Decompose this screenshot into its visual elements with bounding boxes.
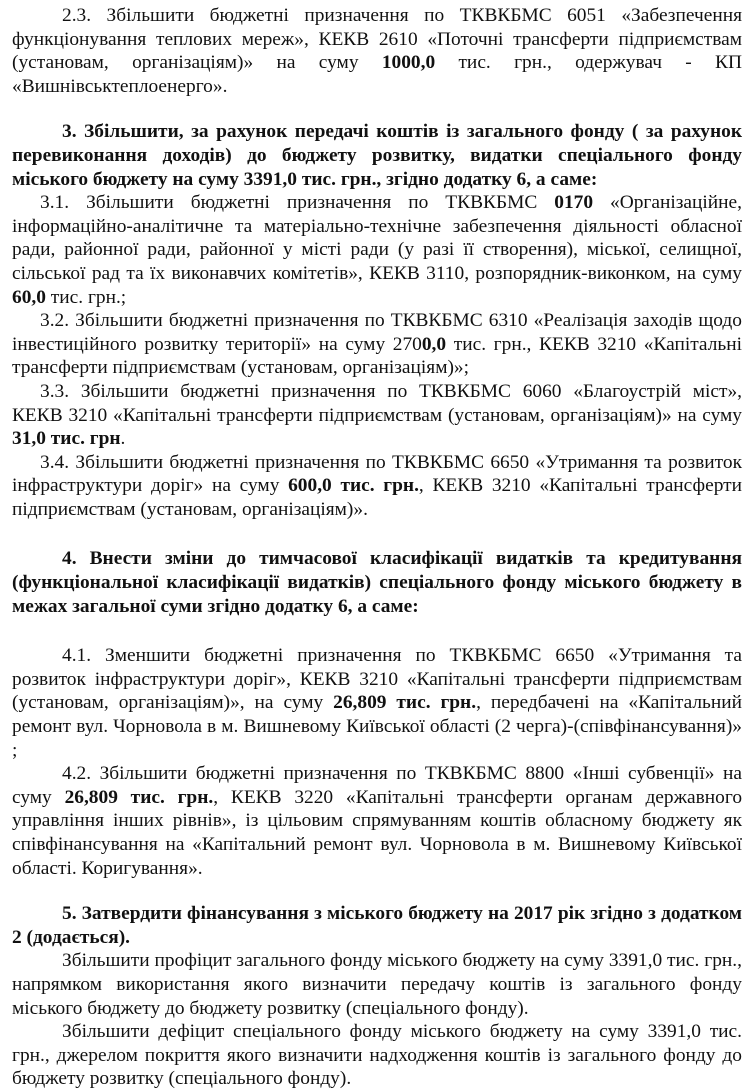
heading-text: 3. Збільшити, за рахунок передачі коштів із загального фонду ( за рахунок перевиконання доходів) до бюджету розвитку, видатки спеціального фонду міського бюджету на суму <box>12 121 742 190</box>
amount-bold: 600,0 тис. грн. <box>288 475 419 497</box>
section-5-heading: 5. Затвердити фінансування з міського бюджету на 2017 рік згідно з додатком 2 (додається). <box>12 903 742 948</box>
amount-bold: 31,0 тис. грн <box>12 428 121 450</box>
code-bold: 0170 <box>554 192 594 214</box>
paragraph-5-2: Збільшити дефіцит спеціального фонду міського бюджету на суму 3391,0 тис. грн., джерелом покриття якого визначити надходження коштів із загального фонду до бюджету розвитку (спеціального фонду). <box>12 1021 742 1090</box>
paragraph-text: тис. грн., КЕКВ 3210 «Капітальні трансферти підприємствам (установам, організаціям)»; <box>12 333 742 379</box>
paragraph-3-1 <box>12 191 742 309</box>
section-3-heading <box>12 120 742 191</box>
paragraph-3-2 <box>12 309 742 380</box>
paragraph-text: , передбачені на «Капітальний ремонт вул. Чорновола в м. Вишневому Київської області (2 черга)-(співфінансування)» ; <box>12 692 743 761</box>
paragraph-text: 3.4. Збільшити бюджетні призначення по ТКВКБМС 6650 «Утримання та розвиток інфраструктури доріг» на суму <box>12 451 742 497</box>
paragraph-3-3 <box>12 380 742 451</box>
paragraph-text: 4.2. Збільшити бюджетні призначення по ТКВКБМС 8800 «Інші субвенції» на суму <box>12 763 742 808</box>
heading-amount: 3391,0 <box>243 168 297 190</box>
paragraph-4-2 <box>12 762 742 880</box>
paragraph-4-1 <box>12 644 742 762</box>
paragraph-text: . <box>120 428 126 450</box>
paragraph-text: 3.1. Збільшити бюджетні призначення по ТКВКБМС <box>40 192 555 214</box>
amount-bold: 26,809 тис. грн. <box>333 692 477 714</box>
paragraph-text: , КЕКВ 3210 «Капітальні трансферти підприємствам (установам, організаціям)». <box>12 475 742 520</box>
amount-bold: 0,0 <box>421 333 447 355</box>
amount-bold: 60,0 <box>12 286 46 308</box>
paragraph-text: , КЕКВ 3220 «Капітальні трансферти органам державного управління інших рівнів», із цільовим спрямуванням коштів обласному бюджету як співфінансування на «Капітальний ремонт вул. Чорновола в м. Вишневому Київської області. Коригування». <box>12 786 743 879</box>
paragraph-text: тис. грн.; <box>45 286 127 308</box>
paragraph-2-3 <box>12 4 742 98</box>
section-4-heading: 4. Внести зміни до тимчасової класифікації видатків та кредитування (функціональної класифікації видатків) спеціального фонду міського бюджету в межах загальної суми згідно додатку 6, а саме: <box>12 548 742 617</box>
paragraph-5-1: Збільшити профіцит загального фонду міського бюджету на суму 3391,0 тис. грн., напрямком використання якого визначити передачу коштів із загального фонду міського бюджету до бюджету розвитку (спеціального фонду). <box>12 950 742 1019</box>
paragraph-3-4 <box>12 451 742 522</box>
paragraph-text: 3.2. Збільшити бюджетні призначення по ТКВКБМС 6310 «Реалізація заходів щодо інвестиційного розвитку території» на суму 270 <box>12 310 742 355</box>
heading-text: тис. грн., згідно додатку 6, а саме: <box>296 168 598 190</box>
paragraph-text: 4.1. Зменшити бюджетні призначення по ТКВКБМС 6650 «Утримання та розвиток інфраструктури доріг», КЕКВ 3210 «Капітальні трансферти підприємствам (установам, організаціям)», на суму <box>12 645 742 714</box>
paragraph-text: «Організаційне, інформаційно-аналітичне та матеріально-технічне забезпечення діяльності обласної ради, районної ради, районної у місті ради (у разі її створення), міської, селищної, сільської рад та їх виконавчих комітетів», КЕКВ 3110, розпорядник-виконком, на суму <box>12 192 742 284</box>
paragraph-text: 3.3. Збільшити бюджетні призначення по ТКВКБМС 6060 «Благоустрій міст», КЕКВ 3210 «Капітальні трансферти підприємствам (установам, організаціям)» на суму <box>12 380 742 426</box>
amount-bold: 26,809 тис. грн. <box>64 786 214 808</box>
paragraph-text: 2.3. Збільшити бюджетні призначення по ТКВКБМС 6051 «Забезпечення функціонування теплових мереж», КЕКВ 2610 «Поточні трансферти підприємствам (установам, організаціям)» на суму <box>12 5 742 74</box>
amount-bold: 1000,0 <box>381 52 436 74</box>
paragraph-text: тис. грн., одержувач - КП «Вишнівськтеплоенерго». <box>12 52 742 97</box>
